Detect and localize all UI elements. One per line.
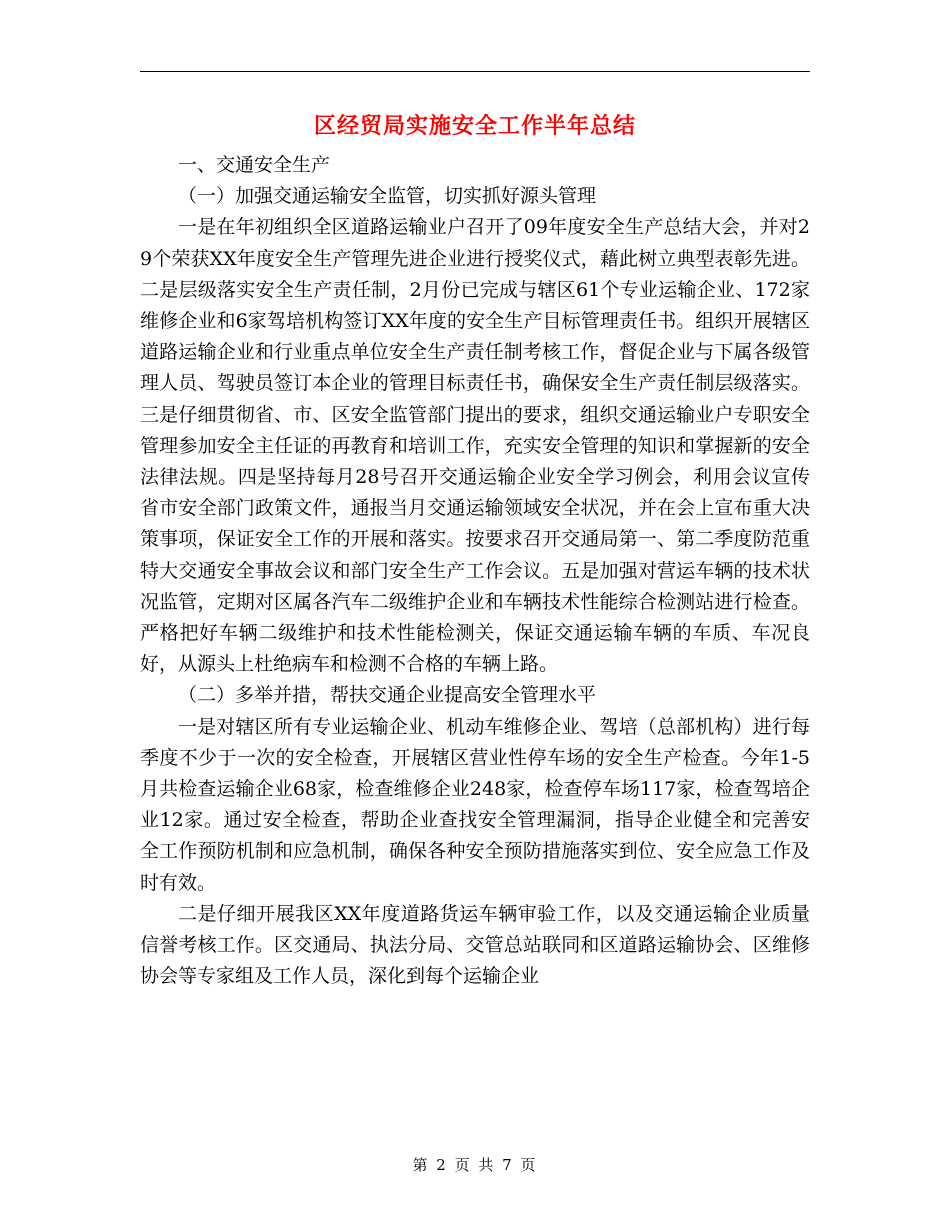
document-body bbox=[140, 150, 810, 992]
header-rule bbox=[140, 71, 810, 72]
subsection-heading: （一）加强交通运输安全监管，切实抓好源头管理 bbox=[178, 185, 597, 208]
body-paragraph: 二是仔细开展我区XX年度道路货运车辆审验工作，以及交通运输企业质量信誉考核工作。区交通局、执法分局、交管总站联同和区道路运输协会、区维修协会等专家组及工作人员，深化到每个运输企业 bbox=[140, 902, 810, 988]
section-heading: 一、交通安全生产 bbox=[178, 154, 331, 176]
page-number-footer: 第 2 页 共 7 页 bbox=[412, 1156, 538, 1174]
document-title: 区经贸局实施安全工作半年总结 bbox=[313, 113, 636, 139]
body-paragraph: 一是在年初组织全区道路运输业户召开了09年度安全生产总结大会，并对29个荣获XX年度安全生产管理先进企业进行授奖仪式，藉此树立典型表彰先进。二是层级落实安全生产责任制，2月份已完成与辖区61个专业运输企业、172家维修企业和6家驾培机构签订XX年度的安全生产目标管理责任书。组织开展辖区道路运输企业和行业重点单位安全生产责任制考核工作，督促企业与下属各级管理人员、驾驶员签订本企业的管理目标责任书，确保安全生产责任制层级落实。三是仔细贯彻省、市、区安全监管部门提出的要求，组织交通运输业户专职安全管理参加安全主任证的再教育和培训工作，充实安全管理的知识和掌握新的安全法律法规。四是坚持每月28号召开交通运输企业安全学习例会，利用会议宣传省市安全部门政策文件，通报当月交通运输领域安全状况，并在会上宣布重大决策事项，保证安全工作的开展和落实。按要求召开交通局第一、第二季度防范重特大交通安全事故会议和部门安全生产工作会议。五是加强对营运车辆的技术状况监管，定期对区属各汽车二级维护企业和车辆技术性能综合检测站进行检查。严格把好车辆二级维护和技术性能检测关，保证交通运输车辆的车质、车况良好，从源头上杜绝病车和检测不合格的车辆上路。 bbox=[140, 216, 810, 676]
body-paragraph: 一是对辖区所有专业运输企业、机动车维修企业、驾培（总部机构）进行每季度不少于一次的安全检查，开展辖区营业性停车场的安全生产检查。今年1-5月共检查运输企业68家，检查维修企业248家，检查停车场117家，检查驾培企业12家。通过安全检查，帮助企业查找安全管理漏洞，指导企业健全和完善安全工作预防机制和应急机制，确保各种安全预防措施落实到位、安全应急工作及时有效。 bbox=[140, 715, 810, 894]
subsection-heading: （二）多举并措，帮扶交通企业提高安全管理水平 bbox=[178, 684, 597, 707]
